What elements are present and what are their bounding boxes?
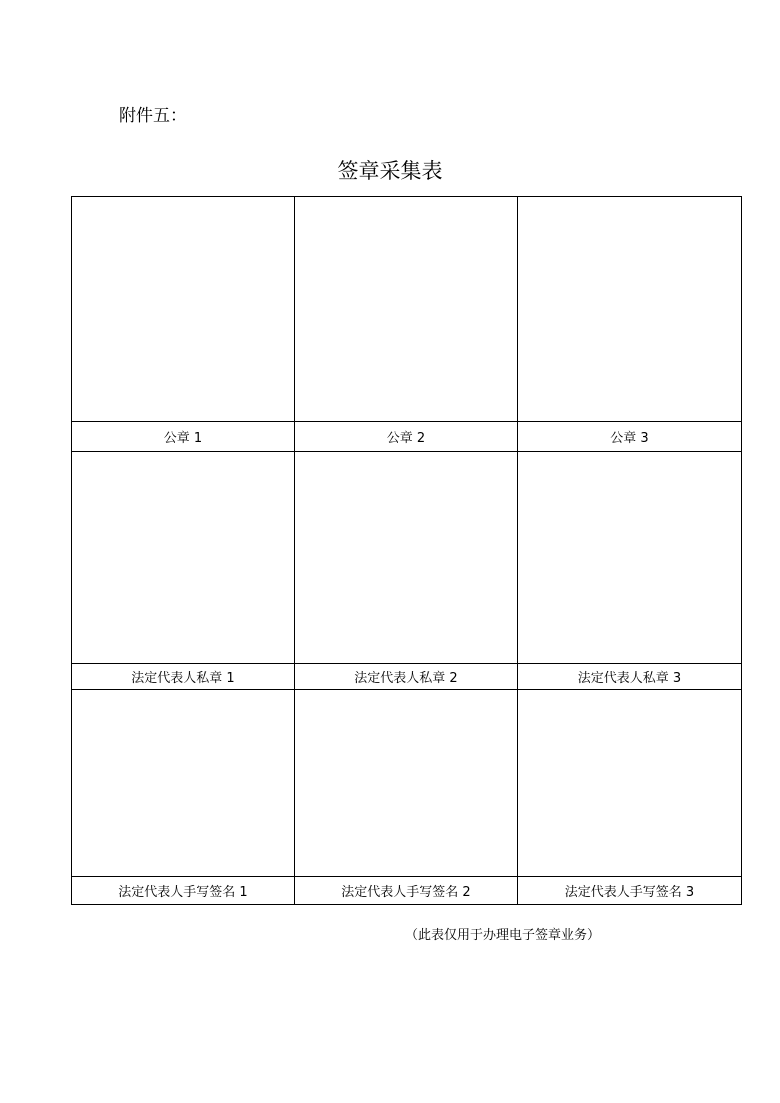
legal-rep-seal-2-caption: 法定代表人私章 2	[295, 664, 518, 690]
legal-rep-signature-2-box[interactable]	[295, 690, 518, 877]
legal-rep-signature-2-caption: 法定代表人手写签名 2	[295, 877, 518, 905]
legal-rep-signature-3-box[interactable]	[518, 690, 742, 877]
signature-box-row	[72, 690, 742, 877]
signature-caption-row	[72, 877, 742, 905]
official-seal-2-box[interactable]	[295, 197, 518, 422]
footer-note: （此表仅用于办理电子签章业务）	[405, 928, 601, 943]
official-seal-box-row	[72, 197, 742, 422]
legal-rep-seal-caption-row	[72, 664, 742, 690]
official-seal-3-box[interactable]	[518, 197, 742, 422]
legal-rep-signature-1-box[interactable]	[72, 690, 295, 877]
attachment-label: 附件五：	[119, 106, 187, 126]
legal-rep-seal-1-box[interactable]	[72, 452, 295, 664]
legal-rep-seal-1-caption: 法定代表人私章 1	[72, 664, 295, 690]
legal-rep-signature-3-caption: 法定代表人手写签名 3	[518, 877, 742, 905]
legal-rep-seal-3-caption: 法定代表人私章 3	[518, 664, 742, 690]
official-seal-2-caption: 公章 2	[295, 422, 518, 452]
legal-rep-seal-box-row	[72, 452, 742, 664]
official-seal-3-caption: 公章 3	[518, 422, 742, 452]
legal-rep-seal-2-box[interactable]	[295, 452, 518, 664]
official-seal-1-caption: 公章 1	[72, 422, 295, 452]
official-seal-caption-row	[72, 422, 742, 452]
legal-rep-signature-1-caption: 法定代表人手写签名 1	[72, 877, 295, 905]
official-seal-1-box[interactable]	[72, 197, 295, 422]
document-title: 签章采集表	[337, 159, 443, 183]
seal-collection-table	[71, 196, 742, 905]
legal-rep-seal-3-box[interactable]	[518, 452, 742, 664]
